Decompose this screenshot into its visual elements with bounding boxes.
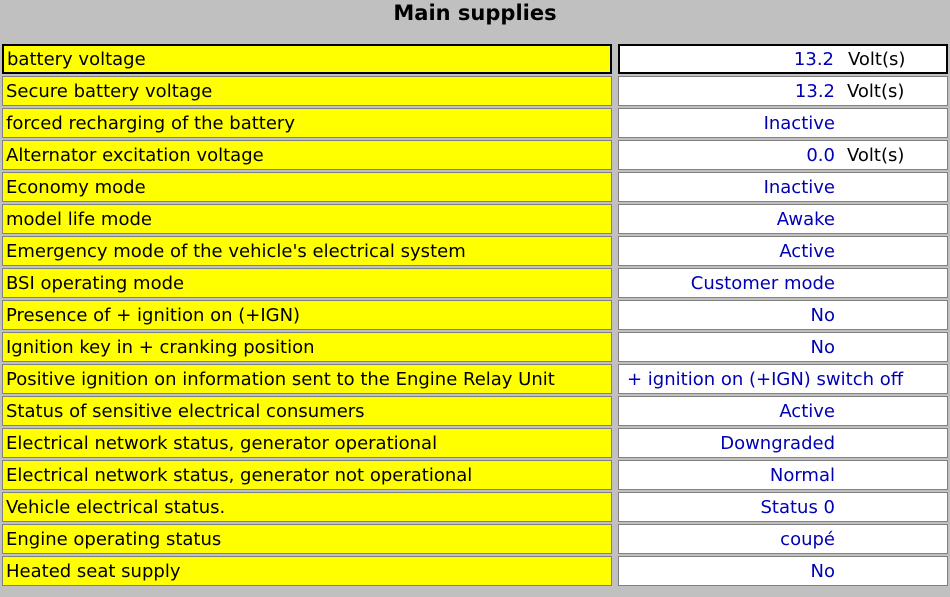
table-row[interactable] — [2, 108, 948, 138]
parameter-value-cell — [618, 460, 948, 490]
page-title: Main supplies — [0, 0, 950, 42]
parameter-value: + ignition on (+IGN) switch off — [627, 369, 904, 390]
parameter-label: Heated seat supply — [2, 556, 612, 586]
parameter-unit: Volt(s) — [847, 81, 905, 102]
parameter-label: Economy mode — [2, 172, 612, 202]
table-row[interactable] — [2, 524, 948, 554]
table-row[interactable] — [2, 428, 948, 458]
parameter-value-cell — [618, 268, 948, 298]
parameter-value: Inactive — [763, 113, 835, 134]
table-row[interactable] — [2, 332, 948, 362]
parameter-label: Status of sensitive electrical consumers — [2, 396, 612, 426]
table-row[interactable] — [2, 556, 948, 586]
table-row[interactable] — [2, 204, 948, 234]
parameter-value: Customer mode — [690, 273, 835, 294]
table-row[interactable] — [2, 460, 948, 490]
parameter-label: forced recharging of the battery — [2, 108, 612, 138]
parameter-value: Awake — [776, 209, 835, 230]
parameter-label: Secure battery voltage — [2, 76, 612, 106]
parameter-value-cell — [618, 492, 948, 522]
table-row[interactable] — [2, 172, 948, 202]
parameter-value: 13.2 — [793, 49, 834, 70]
parameter-value: No — [810, 305, 835, 326]
parameter-value-cell — [618, 204, 948, 234]
parameter-label: model life mode — [2, 204, 612, 234]
parameter-value-cell — [618, 44, 948, 74]
parameter-value: Active — [779, 241, 835, 262]
parameter-value: 13.2 — [794, 81, 835, 102]
parameter-value-cell — [618, 428, 948, 458]
parameter-value: coupé — [780, 529, 835, 550]
parameter-value: Downgraded — [720, 433, 835, 454]
table-row[interactable] — [2, 140, 948, 170]
parameter-value: No — [810, 337, 835, 358]
table-row[interactable] — [2, 396, 948, 426]
parameter-unit: Volt(s) — [848, 49, 906, 70]
parameter-value: Normal — [769, 465, 835, 486]
parameter-value: No — [810, 561, 835, 582]
parameter-value-cell — [618, 556, 948, 586]
parameter-label: Engine operating status — [2, 524, 612, 554]
parameter-value-cell — [618, 396, 948, 426]
parameter-value: Status 0 — [760, 497, 835, 518]
parameter-label: Alternator excitation voltage — [2, 140, 612, 170]
parameter-value: 0.0 — [806, 145, 835, 166]
parameter-value-cell — [618, 108, 948, 138]
parameter-value-cell — [618, 140, 948, 170]
table-row[interactable] — [2, 268, 948, 298]
table-row[interactable] — [2, 492, 948, 522]
parameter-value-cell — [618, 364, 948, 394]
parameter-value: Active — [779, 401, 835, 422]
parameter-label: BSI operating mode — [2, 268, 612, 298]
parameter-label: battery voltage — [2, 44, 612, 74]
parameter-label: Electrical network status, generator operational — [2, 428, 612, 458]
parameter-value-cell — [618, 236, 948, 266]
table-row[interactable] — [2, 44, 948, 74]
parameter-label: Electrical network status, generator not operational — [2, 460, 612, 490]
parameter-unit: Volt(s) — [847, 145, 905, 166]
parameter-value-cell — [618, 524, 948, 554]
parameter-label: Vehicle electrical status. — [2, 492, 612, 522]
parameter-value-cell — [618, 332, 948, 362]
parameters-table — [2, 44, 948, 588]
table-row[interactable] — [2, 236, 948, 266]
table-row[interactable] — [2, 364, 948, 394]
table-row[interactable] — [2, 300, 948, 330]
table-row[interactable] — [2, 76, 948, 106]
parameter-value-cell — [618, 76, 948, 106]
parameter-value-cell — [618, 172, 948, 202]
parameter-label: Emergency mode of the vehicle's electrical system — [2, 236, 612, 266]
parameter-value-cell — [618, 300, 948, 330]
parameter-label: Presence of + ignition on (+IGN) — [2, 300, 612, 330]
parameter-label: Positive ignition on information sent to the Engine Relay Unit — [2, 364, 612, 394]
parameter-value: Inactive — [763, 177, 835, 198]
parameter-label: Ignition key in + cranking position — [2, 332, 612, 362]
